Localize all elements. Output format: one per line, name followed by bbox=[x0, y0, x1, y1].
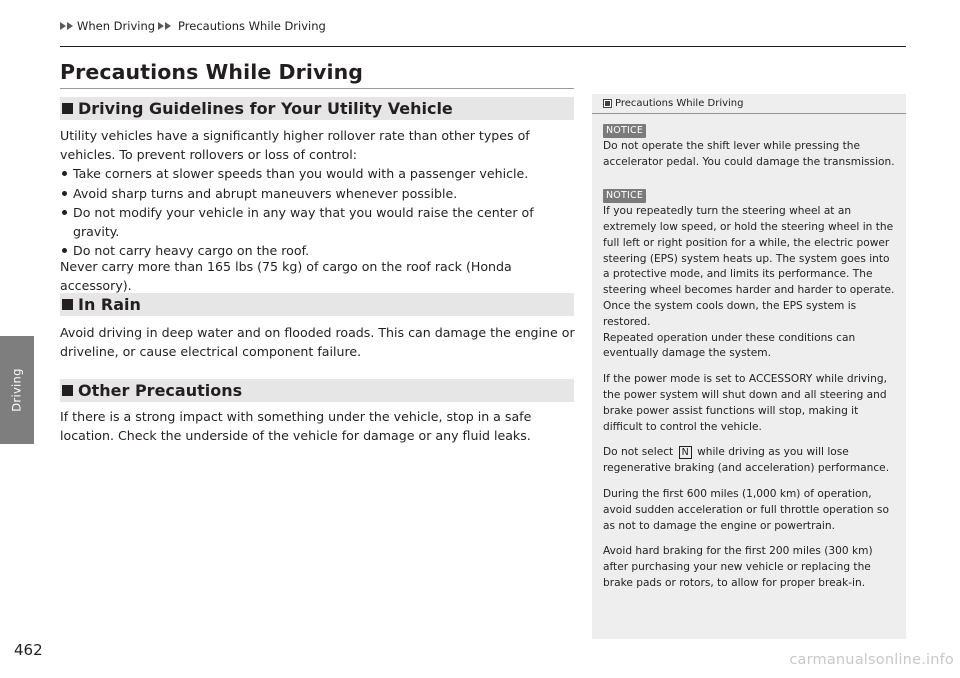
reference-box-icon bbox=[603, 99, 612, 108]
breadcrumb-arrow-icon bbox=[165, 22, 171, 30]
guidelines-intro: Utility vehicles have a significantly higher rollover rate than other types of vehicles. To prevent rollovers or loss of control: bbox=[60, 128, 530, 163]
section-header-rain bbox=[60, 293, 574, 316]
watermark: carmanualsonline.info bbox=[789, 652, 954, 668]
section-title-guidelines: Driving Guidelines for Your Utility Vehicle bbox=[78, 99, 453, 118]
note-neutral-before: Do not select bbox=[603, 446, 674, 459]
notice-badge bbox=[603, 188, 896, 204]
note-neutral-after: while driving as you will lose regenerative braking (and acceleration) performance. bbox=[603, 446, 890, 475]
other-text: If there is a strong impact with something under the vehicle, stop in a safe location. Check the underside of the vehicle for damage or any fluid leaks. bbox=[60, 409, 532, 444]
breadcrumb-arrow-icon bbox=[67, 22, 73, 30]
notice-badge bbox=[603, 123, 896, 139]
sidebar-divider bbox=[592, 113, 906, 114]
header-divider bbox=[60, 46, 906, 47]
sidebar-heading-text: Precautions While Driving bbox=[615, 98, 744, 109]
breadcrumb-separator bbox=[158, 19, 175, 33]
section-square-icon bbox=[62, 299, 73, 310]
sidebar-heading bbox=[603, 97, 896, 110]
title-divider bbox=[60, 88, 574, 89]
note-neutral bbox=[603, 445, 896, 477]
guidelines-bullet-list bbox=[60, 164, 580, 260]
section-header-guidelines bbox=[60, 97, 574, 120]
notice-badge-label: NOTICE bbox=[603, 124, 646, 138]
section-title-rain: In Rain bbox=[78, 295, 141, 314]
gear-n-icon: N bbox=[679, 446, 692, 459]
chapter-side-label: Driving bbox=[10, 368, 24, 412]
cargo-note: Never carry more than 165 lbs (75 kg) of cargo on the roof rack (Honda accessory). bbox=[60, 259, 512, 294]
sidebar-notes bbox=[592, 94, 906, 639]
bullet-item: Do not modify your vehicle in any way that you would raise the center of gravity. bbox=[60, 203, 580, 241]
breadcrumb-item-current[interactable]: Precautions While Driving bbox=[178, 19, 326, 33]
section-header-other bbox=[60, 379, 574, 402]
breadcrumb-arrow-icon bbox=[60, 22, 66, 30]
section-square-icon bbox=[62, 103, 73, 114]
notice-eps: If you repeatedly turn the steering wheel at an extremely low speed, or hold the steering wheel in the full left or right position for a while, the electric power steering (EPS) system heats up. The system goes into a protective mode, and limits its performance. The steering wheel becomes harder and harder to operate. Once the system cools down, the EPS system is restored. bbox=[603, 205, 895, 328]
note-accessory-mode: If the power mode is set to ACCESSORY while driving, the power system will shut down and all steering and brake power assist functions will stop, making it difficult to control the vehicle. bbox=[603, 373, 887, 433]
notice-eps-repeat: Repeated operation under these conditions can eventually damage the system. bbox=[603, 331, 856, 360]
page-number: 462 bbox=[14, 641, 43, 659]
breadcrumb-arrow-icon bbox=[158, 22, 164, 30]
rain-text: Avoid driving in deep water and on flooded roads. This can damage the engine or driveline, or cause electrical component failure. bbox=[60, 325, 575, 360]
notice-badge-label: NOTICE bbox=[603, 189, 646, 203]
note-break-in-brakes: Avoid hard braking for the first 200 miles (300 km) after purchasing your new vehicle or replacing the brake pads or rotors, to allow for proper break-in. bbox=[603, 545, 873, 589]
note-break-in-engine: During the first 600 miles (1,000 km) of operation, avoid sudden acceleration or full throttle operation so as not to damage the engine or powertrain. bbox=[603, 487, 889, 532]
section-title-other: Other Precautions bbox=[78, 381, 243, 400]
bullet-item: Avoid sharp turns and abrupt maneuvers whenever possible. bbox=[60, 184, 580, 203]
notice-shift-lever: Do not operate the shift lever while pressing the accelerator pedal. You could damage the transmission. bbox=[603, 139, 895, 168]
guidelines-body bbox=[60, 126, 580, 260]
breadcrumb-item-when-driving[interactable]: When Driving bbox=[77, 19, 156, 33]
breadcrumb bbox=[60, 19, 326, 33]
bullet-item: Do not carry heavy cargo on the roof. bbox=[60, 241, 580, 260]
bullet-item: Take corners at slower speeds than you would with a passenger vehicle. bbox=[60, 164, 580, 183]
section-square-icon bbox=[62, 385, 73, 396]
page-title: Precautions While Driving bbox=[60, 60, 364, 84]
chapter-side-label-container bbox=[0, 336, 34, 444]
